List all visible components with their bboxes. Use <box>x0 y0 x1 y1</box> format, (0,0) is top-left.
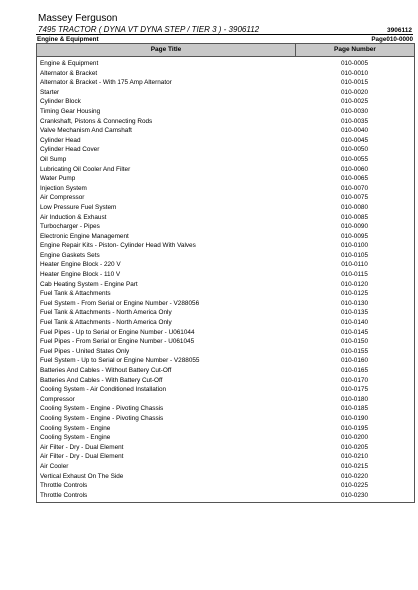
page-title-cell: Heater Engine Block - 110 V <box>40 271 121 279</box>
page-number-cell: 010-0185 <box>340 405 368 413</box>
page-number-cell: 010-0010 <box>340 69 368 77</box>
page-title-cell: Fuel Pipes - From Serial or Engine Number - U061045 <box>40 338 195 346</box>
table-row[interactable] <box>37 337 414 347</box>
page-number-cell: 010-0160 <box>340 357 368 365</box>
table-row[interactable] <box>37 433 414 443</box>
table-row[interactable] <box>37 78 414 88</box>
page-title-cell: Throttle Controls <box>40 482 88 490</box>
page-title-cell: Heater Engine Block - 220 V <box>40 261 121 269</box>
table-row[interactable] <box>37 347 414 357</box>
table-row[interactable] <box>37 222 414 232</box>
table-row[interactable] <box>37 213 414 223</box>
page-title-cell: Batteries And Cables - Without Battery Cut-Off <box>40 367 172 374</box>
page-title-cell: Vertical Exhaust On The Side <box>40 472 124 480</box>
table-row[interactable] <box>37 260 414 270</box>
page-title-cell: Air Induction & Exhaust <box>40 213 107 221</box>
page-title-cell: Lubricating Oil Cooler And Filter <box>40 165 131 173</box>
page-number-cell: 010-0035 <box>340 117 368 125</box>
page-number-cell: 010-0180 <box>340 395 368 403</box>
page-number-cell: 010-0125 <box>340 290 368 298</box>
page-number-cell: 010-0205 <box>340 443 368 451</box>
page-number-cell: 010-0110 <box>341 261 368 269</box>
page-number-cell: 010-0055 <box>340 155 368 163</box>
page-title-cell: Engine & Equipment <box>40 60 99 67</box>
table-row[interactable] <box>37 59 414 69</box>
table-row[interactable] <box>37 404 414 414</box>
page-title-cell: Valve Mechanism And Camshaft <box>40 127 132 135</box>
page-number-cell: 010-0080 <box>340 203 368 211</box>
table-row[interactable] <box>37 270 414 280</box>
page-number-cell: 010-0165 <box>340 367 368 374</box>
page-number-cell: 010-0210 <box>340 453 368 461</box>
page-number-cell: 010-0065 <box>340 175 368 183</box>
table-row[interactable] <box>37 328 414 338</box>
page-title-cell: Compressor <box>40 395 75 403</box>
table-row[interactable] <box>37 232 414 242</box>
page-title-cell: Air Filter - Dry - Dual Element <box>40 453 124 461</box>
page-title-cell: Cooling System - Engine <box>40 434 111 442</box>
page-number-cell: 010-0225 <box>340 482 368 490</box>
table-row[interactable] <box>37 472 414 482</box>
table-row[interactable] <box>37 184 414 194</box>
page-number-cell: 010-0025 <box>340 98 368 106</box>
page-title-cell: Engine Gaskets Sets <box>40 251 100 259</box>
table-row[interactable] <box>37 88 414 98</box>
table-row[interactable] <box>37 366 414 376</box>
page-title-cell: Fuel System - Up to Serial or Engine Number - V288055 <box>40 357 200 365</box>
page-number-cell: 010-0075 <box>340 194 368 202</box>
page-title-cell: Crankshaft, Pistons & Connecting Rods <box>40 117 153 125</box>
table-row[interactable] <box>37 174 414 184</box>
table-row[interactable] <box>37 318 414 328</box>
page-title-cell: Low Pressure Fuel System <box>40 203 117 211</box>
page-number-cell: 010-0005 <box>340 60 368 67</box>
page-number-cell: 010-0130 <box>340 299 368 307</box>
page-title-cell: Cooling System - Engine - Pivoting Chassis <box>40 405 164 413</box>
page-number-cell: 010-0155 <box>340 347 368 355</box>
page-title-cell: Fuel Tank & Attachments - North America Only <box>40 319 172 327</box>
document-title: 7495 TRACTOR ( DYNA VT DYNA STEP / TIER 3 ) - 3906112 <box>38 25 260 34</box>
page-number-cell: 010-0120 <box>340 280 368 288</box>
page-number-cell: 010-0020 <box>340 88 368 96</box>
table-row[interactable] <box>37 107 414 117</box>
page-title-cell: Air Cooler <box>40 462 69 470</box>
page-number-cell: 010-0030 <box>340 107 368 115</box>
page-number-cell: 010-0220 <box>340 472 368 480</box>
page-number-cell: 010-0140 <box>340 319 368 327</box>
table-row[interactable] <box>37 356 414 366</box>
page-number-cell: 010-0170 <box>340 376 368 384</box>
table-row[interactable] <box>37 481 414 491</box>
page-title-cell: Alternator & Bracket - With 175 Amp Alternator <box>40 79 172 87</box>
page-number-cell: 010-0015 <box>340 79 368 87</box>
page-number-cell: 010-0105 <box>340 251 368 259</box>
page-title-cell: Turbocharger - Pipes <box>40 223 100 231</box>
page-title-cell: Timing Gear Housing <box>40 107 101 115</box>
page-title-cell: Electronic Engine Management <box>40 232 129 240</box>
page-number-cell: 010-0150 <box>340 338 368 346</box>
page-number-cell: 010-0135 <box>340 309 368 317</box>
table-row[interactable] <box>37 69 414 79</box>
table-row[interactable] <box>37 376 414 386</box>
page-number-cell: 010-0200 <box>340 434 368 442</box>
table-row[interactable] <box>37 241 414 251</box>
page-title-cell: Cylinder Head <box>40 136 81 144</box>
page-number-cell: 010-0040 <box>340 127 368 135</box>
table-row[interactable] <box>37 414 414 424</box>
table-row[interactable] <box>37 203 414 213</box>
table-row[interactable] <box>37 126 414 136</box>
page-title-cell: Throttle Controls <box>40 491 88 499</box>
section-title: Engine & Equipment <box>37 36 99 43</box>
page-title-cell: Alternator & Bracket <box>40 69 98 77</box>
page-title-cell: Fuel Tank & Attachments <box>40 290 111 298</box>
page-number-cell: 010-0195 <box>340 424 368 432</box>
column-header-page-title: Page Title <box>37 44 296 56</box>
table-row[interactable] <box>37 424 414 434</box>
table-row[interactable] <box>37 491 414 501</box>
page-title-cell: Fuel System - From Serial or Engine Number - V288056 <box>40 299 200 307</box>
page-title-cell: Starter <box>40 88 60 96</box>
page-title-cell: Cooling System - Engine - Pivoting Chassis <box>40 414 164 422</box>
table-row[interactable] <box>37 145 414 155</box>
page-number-cell: 010-0190 <box>340 414 368 422</box>
page-title-cell: Water Pump <box>40 175 76 183</box>
page-number-cell: 010-0090 <box>340 223 368 231</box>
page-number-cell: 010-0230 <box>340 491 368 499</box>
table-row[interactable] <box>37 280 414 290</box>
table-row[interactable] <box>37 308 414 318</box>
table-row[interactable] <box>37 462 414 472</box>
page-title-cell: Air Filter - Dry - Dual Element <box>40 443 124 451</box>
page-title-cell: Cooling System - Engine <box>40 424 111 432</box>
page-number-cell: 010-0175 <box>340 386 368 394</box>
page-number-cell: 010-0060 <box>340 165 368 173</box>
page-number-cell: 010-0050 <box>340 146 368 154</box>
table-row[interactable] <box>37 136 414 146</box>
page-number-cell: 010-0115 <box>341 271 368 279</box>
table-row[interactable] <box>37 251 414 261</box>
document-number: 3906112 <box>387 27 412 34</box>
page-title-cell: Cylinder Block <box>40 98 81 106</box>
table-row[interactable] <box>37 117 414 127</box>
page-title-cell: Fuel Pipes - United States Only <box>40 347 130 355</box>
page-title-cell: Cylinder Head Cover <box>40 146 100 154</box>
table-row[interactable] <box>37 299 414 309</box>
page-title-cell: Batteries And Cables - With Battery Cut-Off <box>40 376 163 384</box>
page-title-cell: Fuel Tank & Attachments - North America Only <box>40 309 172 317</box>
page-title-cell: Oil Sump <box>40 155 67 163</box>
table-row[interactable] <box>37 385 414 395</box>
table-row[interactable] <box>37 165 414 175</box>
table-row[interactable] <box>37 443 414 453</box>
page-title-cell: Injection System <box>40 184 87 192</box>
table-header <box>37 44 414 57</box>
table-row[interactable] <box>37 97 414 107</box>
table-row[interactable] <box>37 289 414 299</box>
page-title-cell: Cab Heating System - Engine Part <box>40 280 138 288</box>
page-number-cell: 010-0095 <box>340 232 368 240</box>
brand-name: Massey Ferguson <box>38 13 118 24</box>
page-number-cell: 010-0145 <box>340 328 368 336</box>
table-row[interactable] <box>37 155 414 165</box>
page-number-cell: 010-0070 <box>340 184 368 192</box>
page-title-cell: Cooling System - Air Conditioned Installation <box>40 386 167 394</box>
page-number-cell: 010-0045 <box>340 136 368 144</box>
column-header-page-number: Page Number <box>334 46 376 53</box>
page-number-cell: 010-0100 <box>340 242 368 250</box>
table-row[interactable] <box>37 452 414 462</box>
table-row[interactable] <box>37 193 414 203</box>
page-title-cell: Fuel Pipes - Up to Serial or Engine Number - U061044 <box>40 328 195 336</box>
page-number-cell: 010-0085 <box>340 213 368 221</box>
table-row[interactable] <box>37 395 414 405</box>
page-title-cell: Engine Repair Kits - Piston- Cylinder Head With Valves <box>40 242 196 250</box>
page-title-cell: Air Compressor <box>40 194 85 202</box>
page-range: Page010-0000 <box>371 36 413 43</box>
table-body <box>37 57 414 502</box>
page-index-table <box>36 43 415 503</box>
page-number-cell: 010-0215 <box>340 462 368 470</box>
